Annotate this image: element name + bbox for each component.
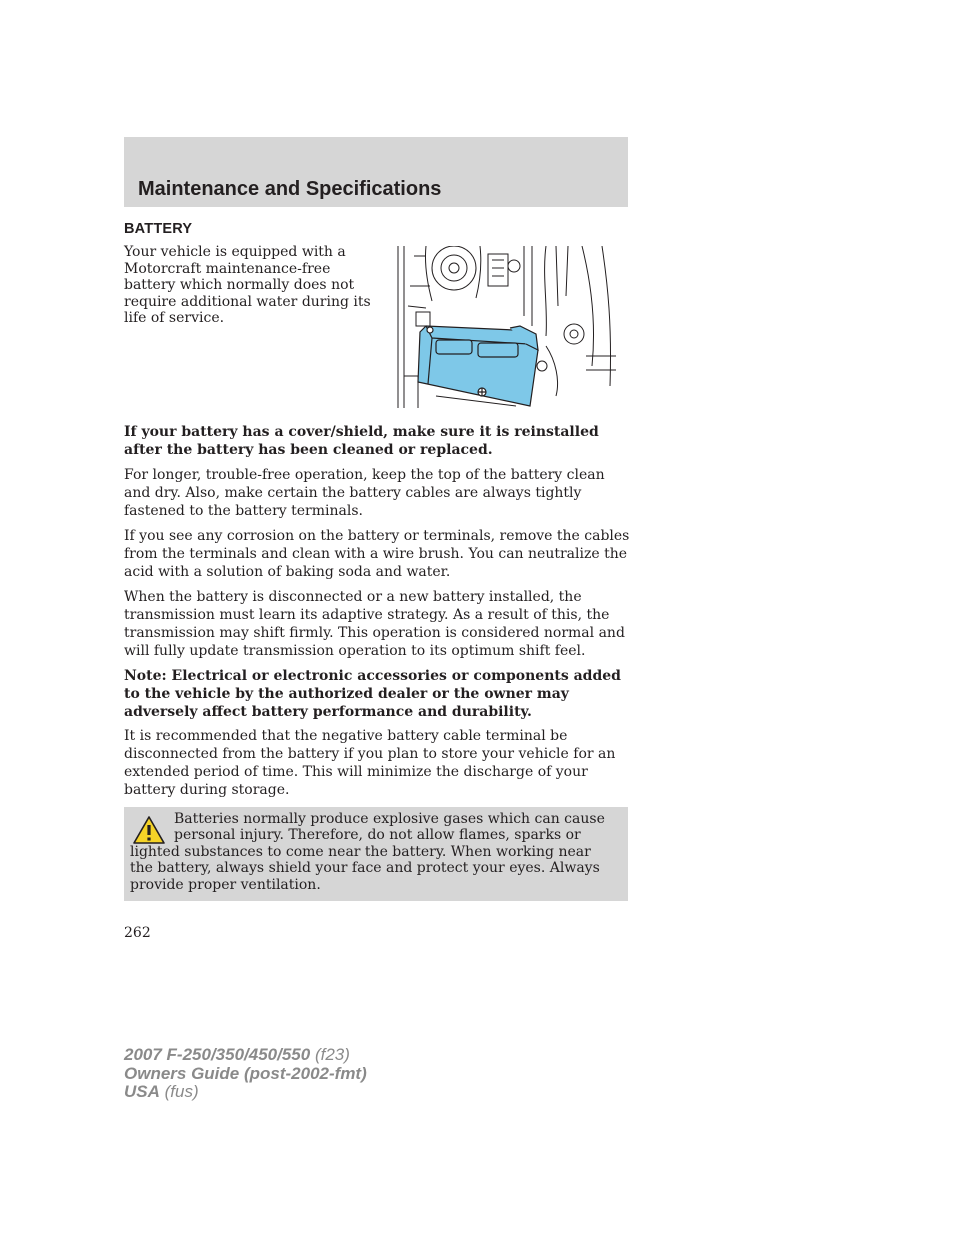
battery-heading: BATTERY [124, 221, 193, 237]
storage-paragraph: It is recommended that the negative battery cable terminal be disconnected from the battery if you plan to store your vehicle for an extended period of time. This will minimize the discharge of your battery during storage. [124, 728, 616, 798]
note-paragraph: Note: Electrical or electronic accessories or components added to the vehicle by the authorized dealer or the owner may adversely affect battery performance and durability. [124, 668, 621, 720]
footer-region-code: (fus) [164, 1082, 199, 1101]
footer-document-info [124, 1046, 367, 1102]
cover-shield-paragraph: If your battery has a cover/shield, make sure it is reinstalled after the battery has been cleaned or replaced. [124, 424, 599, 458]
operation-paragraph: For longer, trouble-free operation, keep the top of the battery clean and dry. Also, make certain the battery cables are always tightly fastened to the battery terminals. [124, 467, 605, 519]
footer-guide-title: Owners Guide (post-2002-fmt) [124, 1063, 367, 1083]
page-number: 262 [124, 925, 151, 941]
battery-location-illustration [396, 246, 618, 408]
disconnected-paragraph: When the battery is disconnected or a new battery installed, the transmission must learn its adaptive strategy. As a result of this, the transmission may shift firmly. This operation is considered normal and will fully update transmission operation to its optimum shift feel. [124, 589, 625, 659]
warning-text: Batteries normally produce explosive gases which can cause personal injury. Therefore, do not allow flames, sparks or lighted substances to come near the battery. When working near the battery, always shield your face and protect your eyes. Always provide proper ventilation. [130, 811, 605, 893]
intro-paragraph: Your vehicle is equipped with a Motorcraft maintenance-free battery which normally does not require additional water during its life of service. [124, 244, 371, 326]
warning-box [124, 807, 628, 901]
footer-region: USA [124, 1082, 160, 1101]
footer-model-code: (f23) [314, 1045, 350, 1064]
section-title: Maintenance and Specifications [138, 178, 442, 200]
footer-line-1 [124, 1046, 367, 1065]
corrosion-paragraph: If you see any corrosion on the battery or terminals, remove the cables from the terminals and clean with a wire brush. You can neutralize the acid with a solution of baking soda and water. [124, 528, 630, 580]
footer-model: 2007 F-250/350/450/550 [124, 1045, 311, 1064]
footer-line-3 [124, 1083, 367, 1102]
section-header-band [124, 137, 628, 207]
